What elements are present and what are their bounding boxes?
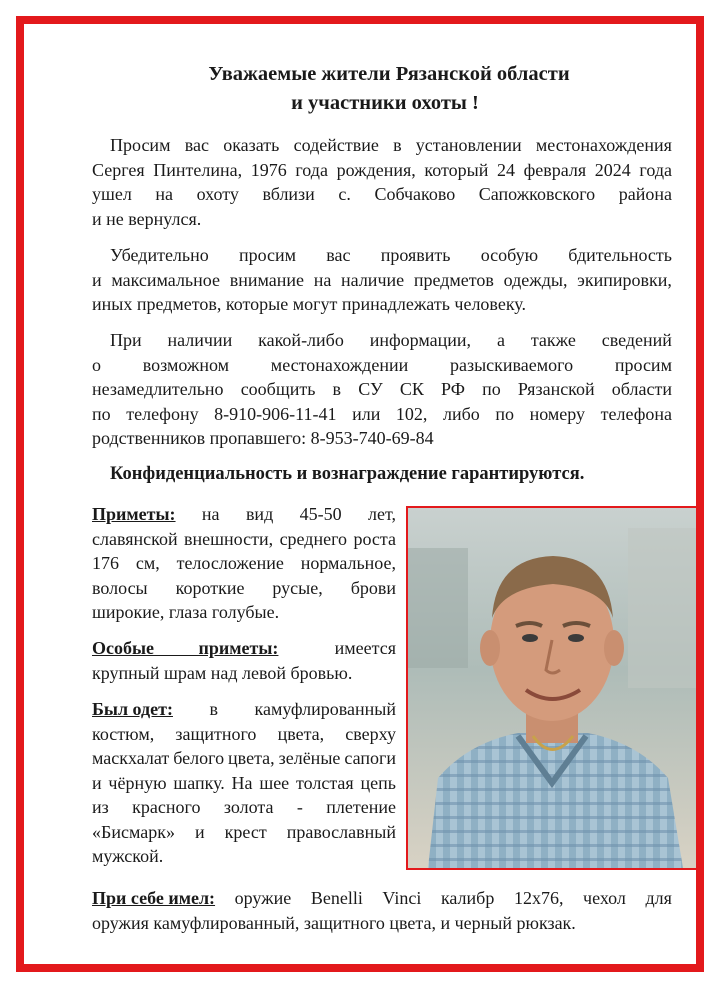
- word: лет,: [368, 504, 396, 524]
- word: маскхалат: [92, 748, 170, 768]
- justified-line: [92, 576, 396, 601]
- special-signs-line: [92, 636, 396, 661]
- word: по: [495, 403, 515, 424]
- word: о: [92, 354, 101, 375]
- word: проявить: [380, 245, 451, 265]
- word: 1976: [250, 159, 287, 180]
- word: а: [496, 330, 505, 350]
- word: содействие: [293, 135, 379, 155]
- word: или: [352, 403, 381, 424]
- word: вас: [184, 135, 209, 155]
- word: православный: [286, 821, 396, 842]
- word: Рязанской: [517, 379, 595, 399]
- word: либо: [443, 403, 480, 424]
- belongings-label: При себе имел:: [92, 888, 216, 908]
- word: камуфлированный: [254, 699, 396, 719]
- word: просим: [614, 354, 672, 375]
- word: вблизи: [262, 184, 315, 204]
- word: максимальное: [111, 269, 220, 290]
- word: сведений: [601, 330, 672, 350]
- word: года: [295, 159, 328, 180]
- word: сверху: [345, 723, 396, 744]
- clothing-section: [92, 697, 396, 869]
- justified-line: [92, 158, 672, 183]
- word: оружие: [234, 888, 292, 908]
- word: информации,: [369, 330, 472, 350]
- word: крест: [224, 821, 267, 842]
- word: разыскиваемого: [449, 354, 574, 375]
- word: белого: [173, 748, 225, 768]
- word: сапоги: [344, 748, 396, 768]
- word: возможном: [142, 354, 230, 375]
- word: чёрную: [108, 772, 167, 793]
- word: цвета,: [277, 723, 325, 744]
- word: зелёные: [278, 748, 341, 768]
- word: наличии: [167, 330, 233, 350]
- word: номеру: [529, 403, 586, 424]
- word: и: [92, 269, 102, 290]
- belongings-section: [92, 886, 672, 935]
- word: вид: [245, 504, 274, 524]
- word: с.: [338, 184, 351, 204]
- text-line: иных предметов, которые могут принадлежать человеку.: [92, 294, 527, 314]
- text-line: родственников пропавшего: 8-953-740-69-84: [92, 428, 434, 448]
- word: из: [92, 797, 109, 817]
- word: по: [482, 379, 501, 399]
- word: и: [194, 821, 205, 842]
- word: телосложение: [176, 553, 284, 573]
- word: На: [231, 772, 253, 793]
- justified-line: [92, 353, 672, 378]
- word: см,: [135, 553, 160, 573]
- word: в: [332, 379, 342, 399]
- word: местонахождения: [535, 135, 672, 155]
- word: 102,: [395, 403, 428, 424]
- word: Сергея: [92, 159, 145, 180]
- word: местонахождении: [270, 354, 409, 375]
- justified-line: [92, 722, 396, 747]
- word: 45-50: [299, 504, 342, 524]
- text-line: и не вернулся.: [92, 208, 202, 229]
- word: Просим: [110, 135, 171, 155]
- word: внимание: [229, 269, 304, 290]
- word: толстая: [295, 772, 354, 793]
- word: красного: [132, 797, 201, 817]
- word: 12х76,: [513, 888, 564, 908]
- justified-line: [110, 243, 672, 268]
- page-title: [0, 60, 720, 118]
- word: защитного: [175, 723, 257, 744]
- word: славянской: [92, 528, 178, 549]
- text-line: оружия камуфлированный, защитного цвета, и черный рюкзак.: [92, 912, 576, 933]
- justified-line: [92, 377, 672, 402]
- word: охоту: [196, 184, 239, 204]
- word: одежды,: [503, 269, 568, 290]
- word: также: [530, 330, 576, 350]
- justified-line: [92, 551, 396, 576]
- word: бдительность: [568, 245, 672, 265]
- word: просим: [238, 245, 297, 265]
- word: особую: [480, 245, 539, 265]
- clothing-line: [92, 697, 396, 722]
- word: среднего: [279, 528, 348, 549]
- justified-line: [110, 133, 672, 158]
- signs-line: [92, 502, 396, 527]
- text-line: крупный шрам над левой бровью.: [92, 662, 353, 683]
- title-line-2: и участники охоты !: [291, 92, 479, 114]
- word: цвета,: [228, 748, 275, 768]
- word: 176: [92, 553, 119, 573]
- signs-label: Приметы:: [92, 504, 176, 524]
- word: волосы: [92, 577, 148, 598]
- word: золота: [223, 797, 274, 817]
- justified-line: [92, 402, 672, 427]
- missing-person-photo: [406, 506, 698, 870]
- word: незамедлительно: [92, 379, 224, 399]
- word: костюм,: [92, 723, 155, 744]
- word: роста: [353, 528, 396, 549]
- word: брови: [350, 577, 396, 598]
- word: РФ: [441, 379, 465, 399]
- word: СК: [399, 379, 424, 399]
- word: года: [639, 159, 672, 180]
- word: ушел: [92, 184, 132, 204]
- word: нормальное,: [300, 553, 396, 573]
- word: на: [201, 504, 220, 524]
- word: предметов: [413, 269, 494, 290]
- word: Убедительно: [110, 245, 209, 265]
- word: телефона: [600, 403, 672, 424]
- text-line: широкие, глаза голубые.: [92, 602, 280, 622]
- word: При: [110, 330, 142, 350]
- clothing-label: Был одет:: [92, 699, 173, 719]
- word: наличие: [341, 269, 405, 290]
- justified-line: [92, 771, 396, 796]
- belongings-line: [92, 886, 672, 911]
- word: Vinci: [382, 888, 422, 908]
- word: и: [92, 772, 102, 793]
- word: экипировки,: [577, 269, 672, 290]
- word: по: [92, 403, 111, 424]
- word: области: [611, 379, 672, 399]
- justified-line: [110, 328, 672, 353]
- word: СУ: [358, 379, 383, 399]
- word: короткие: [175, 577, 245, 598]
- word: вас: [326, 245, 351, 265]
- word: Собчаково: [374, 184, 456, 204]
- word: в: [209, 699, 218, 719]
- special-signs-section: [92, 636, 396, 685]
- word: февраля: [523, 159, 587, 180]
- text-line: мужской.: [92, 846, 164, 866]
- word: внешности,: [184, 528, 274, 549]
- word: на: [313, 269, 332, 290]
- word: установлении: [415, 135, 522, 155]
- word: в: [393, 135, 402, 155]
- word: на: [155, 184, 174, 204]
- word: рождения,: [336, 159, 416, 180]
- justified-line: [92, 268, 672, 293]
- word: плетение: [326, 797, 396, 817]
- word: для: [645, 888, 672, 908]
- word: какой-либо: [258, 330, 344, 350]
- word: шапку.: [173, 772, 225, 793]
- word: который: [424, 159, 489, 180]
- justified-line: [92, 182, 672, 207]
- word: шее: [259, 772, 290, 793]
- word: русые,: [272, 577, 323, 598]
- word: Пинтелина,: [153, 159, 243, 180]
- special-signs-text: имеется: [334, 638, 396, 658]
- word: чехол: [583, 888, 626, 908]
- word: -: [296, 797, 303, 817]
- signs-section: [92, 502, 396, 625]
- word: 8-910-906-11-41: [214, 403, 337, 424]
- title-line-1: Уважаемые жители Рязанской области: [208, 63, 570, 85]
- word: Сапожковского: [478, 184, 596, 204]
- word: сообщить: [240, 379, 316, 399]
- word: «Бисмарк»: [92, 821, 175, 842]
- justified-line: [92, 820, 396, 845]
- word: цепь: [360, 772, 396, 793]
- portrait-illustration: [408, 508, 696, 868]
- justified-line: [92, 527, 396, 552]
- justified-line: [92, 795, 396, 820]
- word: района: [618, 184, 672, 204]
- word: калибр: [440, 888, 495, 908]
- word: 2024: [594, 159, 631, 180]
- justified-line: [92, 746, 396, 771]
- word: 24: [496, 159, 515, 180]
- word: Benelli: [310, 888, 363, 908]
- word: телефону: [126, 403, 199, 424]
- special-signs-label: Особые приметы:: [92, 638, 279, 658]
- word: оказать: [223, 135, 280, 155]
- confidentiality-note: Конфиденциальность и вознаграждение гарантируются.: [110, 464, 585, 484]
